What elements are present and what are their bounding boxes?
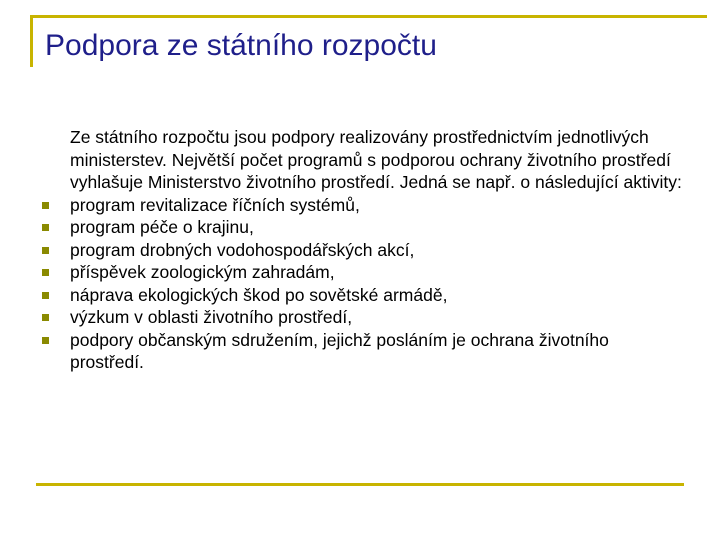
list-item-text: program drobných vodohospodářských akcí,: [70, 239, 415, 260]
intro-paragraph: Ze státního rozpočtu jsou podpory realizovány prostřednictvím jednotlivých ministerstev. Největší počet programů s podporou ochrany životního prostředí vyhlašuje Ministerstvo životního prostředí. Jedná se např. o následující aktivity:: [70, 127, 682, 192]
bottom-accent-line: [36, 483, 684, 486]
list-item: [42, 239, 682, 262]
list-item: [42, 194, 682, 217]
list-item-text: náprava ekologických škod po sovětské armádě,: [70, 284, 448, 305]
square-bullet-icon: [42, 224, 49, 231]
square-bullet-icon: [42, 247, 49, 254]
list-item-text: příspěvek zoologickým zahradám,: [70, 262, 335, 282]
list-item-text: podpory občanským sdružením, jejichž posláním je ochrana životního prostředí.: [70, 329, 609, 372]
square-bullet-icon: [42, 337, 49, 344]
slide-body: [42, 126, 682, 374]
top-accent-line: [30, 15, 707, 18]
square-bullet-icon: [42, 292, 49, 299]
square-bullet-icon: [42, 202, 49, 209]
list-item: [42, 216, 682, 239]
list-item-text: výzkum v oblasti životního prostředí,: [70, 307, 353, 327]
slide-title: Podpora ze státního rozpočtu: [45, 29, 437, 62]
square-bullet-icon: [42, 314, 49, 321]
list-item: [42, 261, 682, 284]
list-item: [42, 284, 682, 307]
list-item: [42, 329, 682, 374]
list-item: [42, 306, 682, 329]
square-bullet-icon: [42, 269, 49, 276]
left-accent-line: [30, 15, 33, 67]
list-item-text: program revitalizace říčních systémů,: [70, 194, 360, 215]
list-item-text: program péče o krajinu,: [70, 217, 254, 237]
